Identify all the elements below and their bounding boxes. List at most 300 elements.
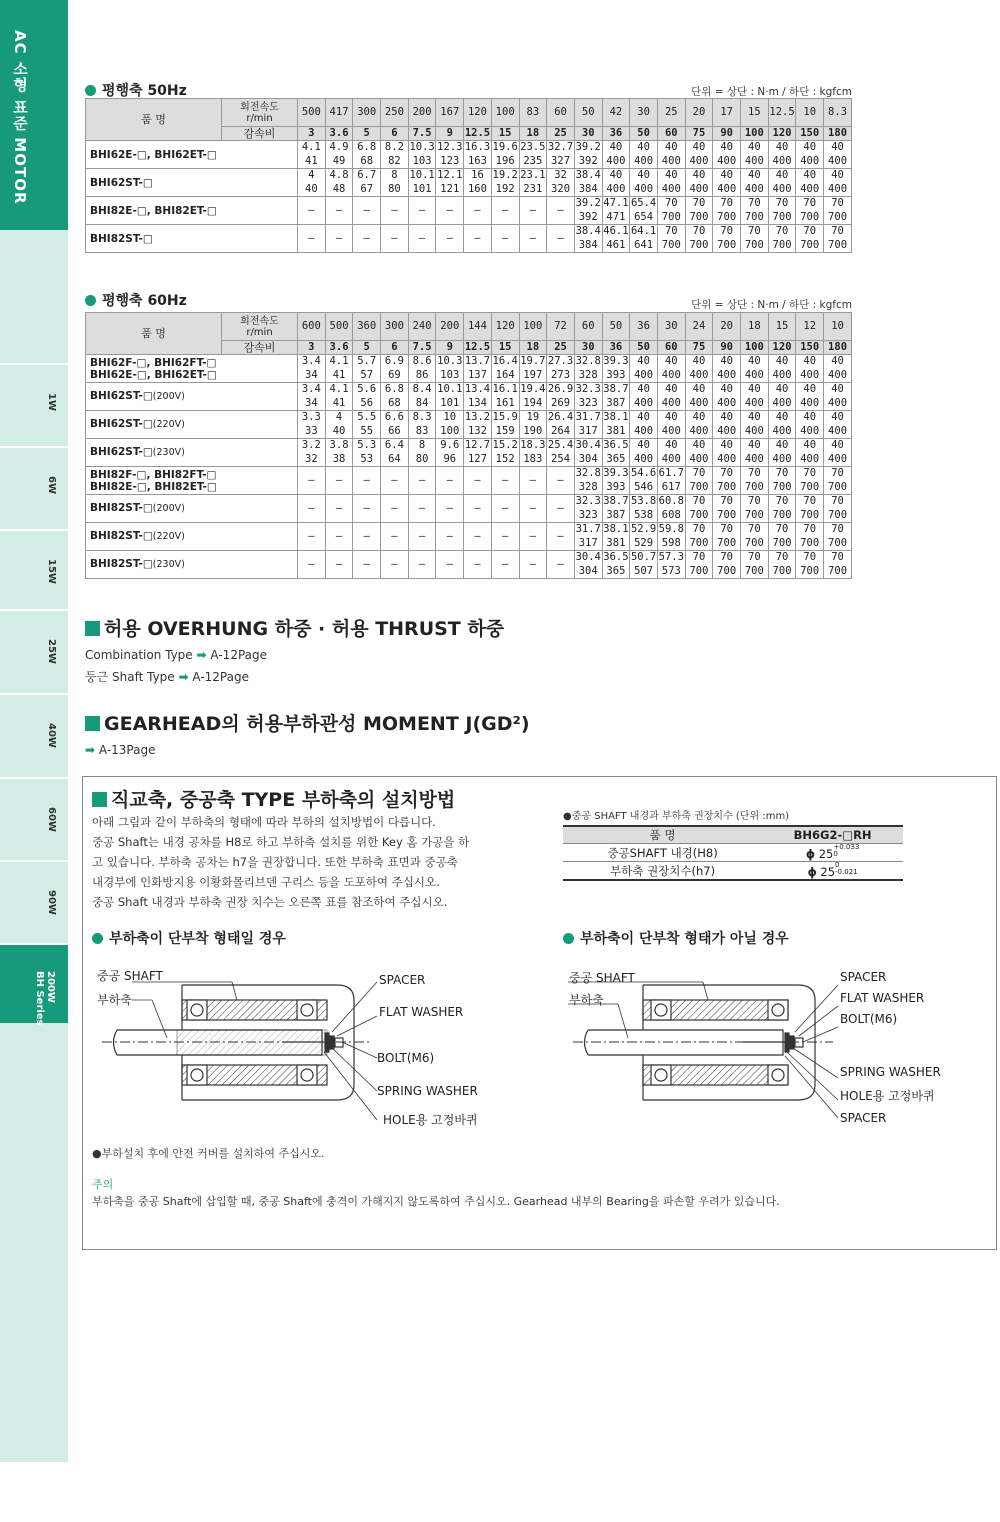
dimension-table: 품 명 BH6G2-□RH 중공SHAFT 내경(H8) ϕ 25+0.033 0 부하축 권장치수(h7) ϕ 250 -0.021	[563, 825, 903, 881]
value-cell: 40	[630, 141, 658, 155]
model-header: 품 명	[86, 99, 222, 141]
value-cell: 400	[796, 183, 824, 197]
value-cell: 40	[824, 141, 852, 155]
value-cell: 40	[824, 169, 852, 183]
value-cell: 70	[713, 225, 741, 239]
value-cell: 8.2	[381, 141, 409, 155]
empty-cell: –	[298, 495, 326, 523]
empty-cell: –	[491, 467, 519, 495]
ratio-cell: 120	[768, 341, 796, 355]
value-cell: 400	[824, 425, 852, 439]
value-cell: 400	[824, 453, 852, 467]
value-cell: 5.5	[353, 411, 381, 425]
value-cell: 5.6	[353, 383, 381, 397]
empty-cell: –	[325, 467, 353, 495]
value-cell: 400	[630, 425, 658, 439]
value-cell: 700	[685, 565, 713, 579]
value-cell: 400	[796, 453, 824, 467]
overhung-ref-round-shaft[interactable]: 둥근 Shaft Type ➡ A-12Page	[85, 670, 249, 684]
value-cell: 70	[713, 197, 741, 211]
value-cell: 700	[768, 239, 796, 253]
value-cell: 317	[574, 425, 602, 439]
value-cell: 70	[685, 495, 713, 509]
value-cell: 3.3	[298, 411, 326, 425]
value-cell: 700	[713, 211, 741, 225]
value-cell: 12.1	[437, 169, 463, 182]
value-cell: 40	[796, 169, 824, 183]
value-cell: 700	[741, 537, 769, 551]
ratio-cell: 150	[796, 127, 824, 141]
speed-header: 회전속도 r/min	[222, 313, 298, 341]
ratio-cell: 15	[491, 341, 519, 355]
speed-cell: 300	[353, 99, 381, 127]
value-cell: 50.7	[630, 551, 657, 564]
speed-cell: 360	[353, 313, 381, 341]
value-cell: 8.4	[408, 383, 436, 397]
value-cell: 100	[436, 425, 464, 439]
value-cell: 700	[796, 509, 824, 523]
empty-cell: –	[408, 523, 436, 551]
value-cell: 70	[685, 551, 713, 565]
value-cell: 38	[325, 453, 353, 467]
value-cell: 538	[630, 509, 658, 523]
empty-cell: –	[298, 467, 326, 495]
value-cell: 70	[796, 495, 824, 509]
arrow-right-icon: ➡	[85, 743, 96, 757]
square-bullet-icon	[85, 621, 100, 636]
table-row	[86, 225, 852, 239]
table-60hz	[85, 312, 852, 579]
value-cell: 34	[298, 369, 326, 383]
square-bullet-icon	[85, 716, 100, 731]
value-cell: 400	[713, 183, 741, 197]
overhung-ref-combination[interactable]: Combination Type ➡ A-12Page	[85, 648, 268, 662]
value-cell: 194	[519, 397, 547, 411]
value-cell: 40	[713, 355, 741, 369]
tab-15w[interactable]: 15W	[0, 529, 68, 609]
value-cell: 4.1	[298, 141, 326, 155]
ratio-cell: 7.5	[408, 341, 436, 355]
label-retaining-ring: HOLE용 고정바퀴	[383, 1113, 478, 1127]
value-cell: 700	[741, 565, 769, 579]
value-cell: 700	[796, 239, 824, 253]
value-cell: 70	[685, 225, 713, 239]
value-cell: 400	[657, 369, 685, 383]
value-cell: 39.3	[603, 467, 629, 480]
value-cell: 10.1	[437, 383, 463, 396]
value-cell: 56	[353, 397, 381, 411]
value-cell: 70	[824, 495, 852, 509]
empty-cell: –	[325, 197, 353, 225]
tab-200w-bh-series[interactable]: 200W BH Series	[0, 943, 68, 1023]
value-cell: 40	[713, 383, 741, 397]
value-cell: 700	[768, 481, 796, 495]
speed-cell: 144	[464, 313, 492, 341]
value-cell: 400	[713, 397, 741, 411]
value-cell: 254	[547, 453, 575, 467]
value-cell: 40	[685, 141, 713, 155]
value-cell: 66	[381, 425, 409, 439]
ratio-cell: 75	[685, 127, 713, 141]
value-cell: 400	[824, 155, 852, 169]
value-cell: 190	[519, 425, 547, 439]
value-cell: 70	[768, 551, 796, 565]
empty-cell: –	[353, 523, 381, 551]
value-cell: 40	[768, 169, 796, 183]
value-cell: 400	[768, 369, 796, 383]
value-cell: 40	[657, 141, 685, 155]
speed-cell: 167	[436, 99, 464, 127]
value-cell: 4	[325, 411, 353, 425]
value-cell: 31.7	[575, 523, 601, 536]
empty-cell: –	[381, 467, 409, 495]
value-cell: 32.3	[575, 495, 601, 508]
value-cell: 80	[381, 183, 409, 197]
installation-diagram-1	[92, 960, 532, 1135]
value-cell: 700	[796, 211, 824, 225]
value-cell: 159	[491, 425, 519, 439]
empty-cell: –	[547, 197, 575, 225]
value-cell: 70	[685, 467, 713, 481]
value-cell: 19.6	[492, 141, 518, 154]
tab-6w[interactable]: 6W	[0, 446, 68, 529]
value-cell: 103	[436, 369, 464, 383]
value-cell: 70	[657, 225, 685, 239]
ratio-cell: 5	[353, 341, 381, 355]
speed-cell: 10	[824, 313, 852, 341]
empty-cell: –	[325, 523, 353, 551]
value-cell: 19	[519, 411, 547, 425]
value-cell: 38.4	[575, 169, 601, 182]
value-cell: 400	[630, 397, 658, 411]
tab-1w[interactable]: 1W	[0, 363, 68, 446]
value-cell: 264	[547, 425, 575, 439]
value-cell: 700	[685, 509, 713, 523]
model-name: BHI82F-□, BHI82FT-□ BHI82E-□, BHI82ET-□	[86, 467, 298, 495]
speed-cell: 25	[657, 99, 685, 127]
value-cell: 38.1	[603, 523, 629, 536]
ratio-cell: 36	[602, 127, 630, 141]
table-row	[86, 169, 852, 183]
value-cell: 19.4	[520, 383, 546, 396]
value-cell: 700	[741, 239, 769, 253]
speed-cell: 17	[713, 99, 741, 127]
value-cell: 700	[713, 239, 741, 253]
value-cell: 70	[741, 225, 769, 239]
value-cell: 40	[685, 411, 713, 425]
value-cell: 32.8	[575, 467, 601, 480]
value-cell: 400	[713, 155, 741, 169]
value-cell: 70	[824, 467, 852, 481]
ratio-cell: 3	[298, 341, 326, 355]
empty-cell: –	[464, 523, 492, 551]
value-cell: 121	[436, 183, 464, 197]
ratio-header: 감속비	[222, 341, 298, 355]
table-row	[86, 411, 852, 425]
value-cell: 40	[630, 355, 658, 369]
label-flat-washer: FLAT WASHER	[379, 1005, 464, 1019]
value-cell: 40	[741, 411, 769, 425]
value-cell: 6.8	[381, 383, 409, 397]
empty-cell: –	[381, 197, 409, 225]
sidebar	[0, 0, 68, 1462]
dimension-table-title: ●중공 SHAFT 내경과 부하축 권장치수 (단위 :mm)	[563, 811, 790, 822]
bullet-icon	[85, 85, 96, 96]
value-cell: 26.4	[547, 411, 574, 424]
value-cell: 183	[519, 453, 547, 467]
value-cell: 38.7	[603, 495, 629, 508]
value-cell: 400	[768, 183, 796, 197]
label-bolt: BOLT(M6)	[377, 1051, 435, 1065]
empty-cell: –	[519, 467, 547, 495]
value-cell: 400	[657, 425, 685, 439]
value-cell: 70	[713, 523, 741, 537]
ratio-cell: 9	[436, 127, 464, 141]
value-cell: 10.1	[409, 169, 435, 182]
arrow-right-icon: ➡	[178, 670, 189, 684]
value-cell: 700	[796, 481, 824, 495]
value-cell: 40	[657, 411, 685, 425]
table-50hz-title: 평행축 50Hz	[85, 80, 187, 100]
ratio-cell: 75	[685, 341, 713, 355]
model-name: BHI82ST-□(220V)	[86, 523, 298, 551]
value-cell: 400	[713, 453, 741, 467]
value-cell: 328	[574, 369, 602, 383]
value-cell: 235	[519, 155, 547, 169]
value-cell: 400	[741, 425, 769, 439]
label-bolt-2: BOLT(M6)	[840, 1012, 898, 1026]
value-cell: 103	[408, 155, 436, 169]
value-cell: 68	[381, 397, 409, 411]
moment-title: GEARHEAD의 허용부하관성 MOMENT J(GD²)	[85, 709, 530, 736]
value-cell: 400	[657, 183, 685, 197]
value-cell: 19.7	[520, 355, 546, 368]
value-cell: 41	[325, 369, 353, 383]
value-cell: 70	[824, 551, 852, 565]
value-cell: 700	[768, 211, 796, 225]
table-50hz-unit: 단위 = 상단 : N·m / 하단 : kgfcm	[691, 86, 852, 98]
value-cell: 700	[824, 211, 852, 225]
value-cell: 529	[630, 537, 658, 551]
value-cell: 40	[768, 439, 796, 453]
empty-cell: –	[408, 467, 436, 495]
model-name: BHI82E-□, BHI82ET-□	[86, 197, 298, 225]
label-spacer: SPACER	[379, 973, 426, 987]
value-cell: 700	[685, 211, 713, 225]
empty-cell: –	[547, 523, 575, 551]
value-cell: 40	[713, 439, 741, 453]
speed-cell: 500	[325, 313, 353, 341]
value-cell: 30.4	[575, 439, 601, 452]
value-cell: 40	[685, 439, 713, 453]
value-cell: 39.3	[603, 355, 629, 368]
empty-cell: –	[353, 467, 381, 495]
value-cell: 365	[602, 565, 630, 579]
value-cell: 70	[685, 197, 713, 211]
value-cell: 700	[741, 509, 769, 523]
installation-description: 아래 그림과 같이 부하축의 형태에 따라 부하의 설치방법이 다릅니다. 중공 Shaft는 내경 공차를 H8로 하고 부하축 설치를 위한 Key 홈 가공을 하 고 있습니다. 부하축 공차는 h7을 권장합니다. 또한 부하축 표면과 중공축 내경부에 인화방지용 이황화몰리브덴 구리스 등을 도포하여 주십시오. 중공 Shaft 내경과 부하축 권장 치수는 오른쪽 표를 참조하여 주십시오.	[92, 815, 470, 909]
ratio-cell: 120	[768, 127, 796, 141]
empty-cell: –	[381, 225, 409, 253]
tab-60w[interactable]: 60W	[0, 777, 68, 860]
value-cell: 101	[408, 183, 436, 197]
ratio-cell: 50	[630, 341, 658, 355]
value-cell: 38.7	[603, 383, 629, 396]
value-cell: 163	[464, 155, 492, 169]
value-cell: 6.4	[381, 439, 409, 453]
table-60hz-title: 평행축 60Hz	[85, 290, 187, 310]
value-cell: 471	[602, 211, 630, 225]
value-cell: 64	[381, 453, 409, 467]
value-cell: 19.2	[492, 169, 518, 182]
value-cell: 70	[768, 197, 796, 211]
speed-cell: 250	[381, 99, 409, 127]
value-cell: 40	[768, 141, 796, 155]
empty-cell: –	[381, 551, 409, 579]
empty-cell: –	[519, 523, 547, 551]
ratio-cell: 30	[574, 127, 602, 141]
value-cell: 400	[657, 453, 685, 467]
value-cell: 164	[491, 369, 519, 383]
ratio-cell: 6	[381, 341, 409, 355]
ratio-cell: 90	[713, 341, 741, 355]
model-name: BHI62ST-□	[86, 169, 298, 197]
value-cell: 4.8	[325, 169, 353, 183]
model-name: BHI62ST-□(230V)	[86, 439, 298, 467]
value-cell: 70	[768, 467, 796, 481]
empty-cell: –	[325, 551, 353, 579]
overhung-title: 허용 OVERHUNG 하중 · 허용 THRUST 하중	[85, 614, 504, 641]
speed-cell: 36	[630, 313, 658, 341]
value-cell: 64.1	[630, 225, 657, 238]
value-cell: 57.3	[658, 551, 684, 564]
value-cell: 4	[298, 169, 326, 183]
value-cell: 400	[741, 183, 769, 197]
value-cell: 393	[602, 369, 630, 383]
value-cell: 381	[602, 537, 630, 551]
value-cell: 134	[464, 397, 492, 411]
value-cell: 365	[602, 453, 630, 467]
value-cell: 6.6	[381, 411, 409, 425]
value-cell: 400	[657, 397, 685, 411]
arrow-right-icon: ➡	[196, 648, 207, 662]
value-cell: 34	[298, 397, 326, 411]
value-cell: 40	[796, 411, 824, 425]
value-cell: 70	[713, 467, 741, 481]
caution-title: 주의	[92, 1178, 114, 1191]
value-cell: 40	[796, 141, 824, 155]
value-cell: 608	[657, 509, 685, 523]
table-row	[86, 551, 852, 565]
value-cell: 40	[630, 439, 658, 453]
moment-ref[interactable]: ➡ A-13Page	[85, 743, 156, 757]
value-cell: 700	[824, 239, 852, 253]
value-cell: 160	[464, 183, 492, 197]
value-cell: 400	[657, 155, 685, 169]
value-cell: 400	[685, 155, 713, 169]
value-cell: 70	[796, 225, 824, 239]
value-cell: 384	[574, 183, 602, 197]
value-cell: 641	[630, 239, 658, 253]
ratio-header: 감속비	[222, 127, 298, 141]
value-cell: 546	[630, 481, 658, 495]
value-cell: 196	[491, 155, 519, 169]
empty-cell: –	[298, 197, 326, 225]
value-cell: 70	[824, 225, 852, 239]
value-cell: 400	[685, 425, 713, 439]
tab-90w[interactable]: 90W	[0, 860, 68, 943]
ratio-cell: 6	[381, 127, 409, 141]
empty-cell: –	[408, 551, 436, 579]
empty-cell: –	[519, 225, 547, 253]
speed-cell: 50	[574, 99, 602, 127]
value-cell: 700	[713, 481, 741, 495]
value-cell: 25.4	[547, 439, 574, 452]
model-name: BHI62ST-□(200V)	[86, 383, 298, 411]
value-cell: 5.3	[353, 439, 381, 453]
value-cell: 400	[685, 397, 713, 411]
ratio-cell: 18	[519, 341, 547, 355]
value-cell: 700	[824, 537, 852, 551]
value-cell: 8.6	[408, 355, 436, 369]
value-cell: 101	[436, 397, 464, 411]
tab-25w[interactable]: 25W	[0, 609, 68, 693]
table-row	[86, 141, 852, 155]
value-cell: 40	[685, 383, 713, 397]
value-cell: 4.1	[325, 383, 353, 397]
value-cell: 6.8	[353, 141, 381, 155]
label-spring-washer: SPRING WASHER	[377, 1084, 478, 1098]
speed-cell: 30	[630, 99, 658, 127]
tab-40w[interactable]: 40W	[0, 693, 68, 777]
value-cell: 461	[602, 239, 630, 253]
value-cell: 16.1	[492, 383, 518, 396]
empty-cell: –	[298, 225, 326, 253]
bullet-icon	[85, 295, 96, 306]
table-row	[86, 523, 852, 537]
value-cell: 70	[741, 551, 769, 565]
value-cell: 273	[547, 369, 575, 383]
value-cell: 400	[713, 369, 741, 383]
value-cell: 69	[381, 369, 409, 383]
value-cell: 400	[768, 155, 796, 169]
ratio-cell: 180	[824, 127, 852, 141]
model-name: BHI62F-□, BHI62FT-□ BHI62E-□, BHI62ET-□	[86, 355, 298, 383]
empty-cell: –	[408, 197, 436, 225]
case2-title: 부하축이 단부착 형태가 아닐 경우	[563, 928, 789, 948]
value-cell: 36.5	[603, 439, 629, 452]
ratio-cell: 15	[491, 127, 519, 141]
value-cell: 392	[574, 155, 602, 169]
value-cell: 700	[657, 239, 685, 253]
value-cell: 47.1	[603, 197, 629, 210]
ratio-cell: 9	[436, 341, 464, 355]
empty-cell: –	[436, 551, 464, 579]
empty-cell: –	[547, 225, 575, 253]
value-cell: 18.3	[520, 439, 546, 452]
value-cell: 40	[741, 383, 769, 397]
value-cell: 82	[381, 155, 409, 169]
empty-cell: –	[436, 467, 464, 495]
speed-cell: 72	[547, 313, 575, 341]
ratio-cell: 12.5	[464, 341, 491, 353]
value-cell: 55	[353, 425, 381, 439]
value-cell: 70	[657, 197, 685, 211]
value-cell: 400	[824, 369, 852, 383]
speed-cell: 417	[325, 99, 353, 127]
value-cell: 70	[796, 523, 824, 537]
value-cell: 8	[408, 439, 436, 453]
